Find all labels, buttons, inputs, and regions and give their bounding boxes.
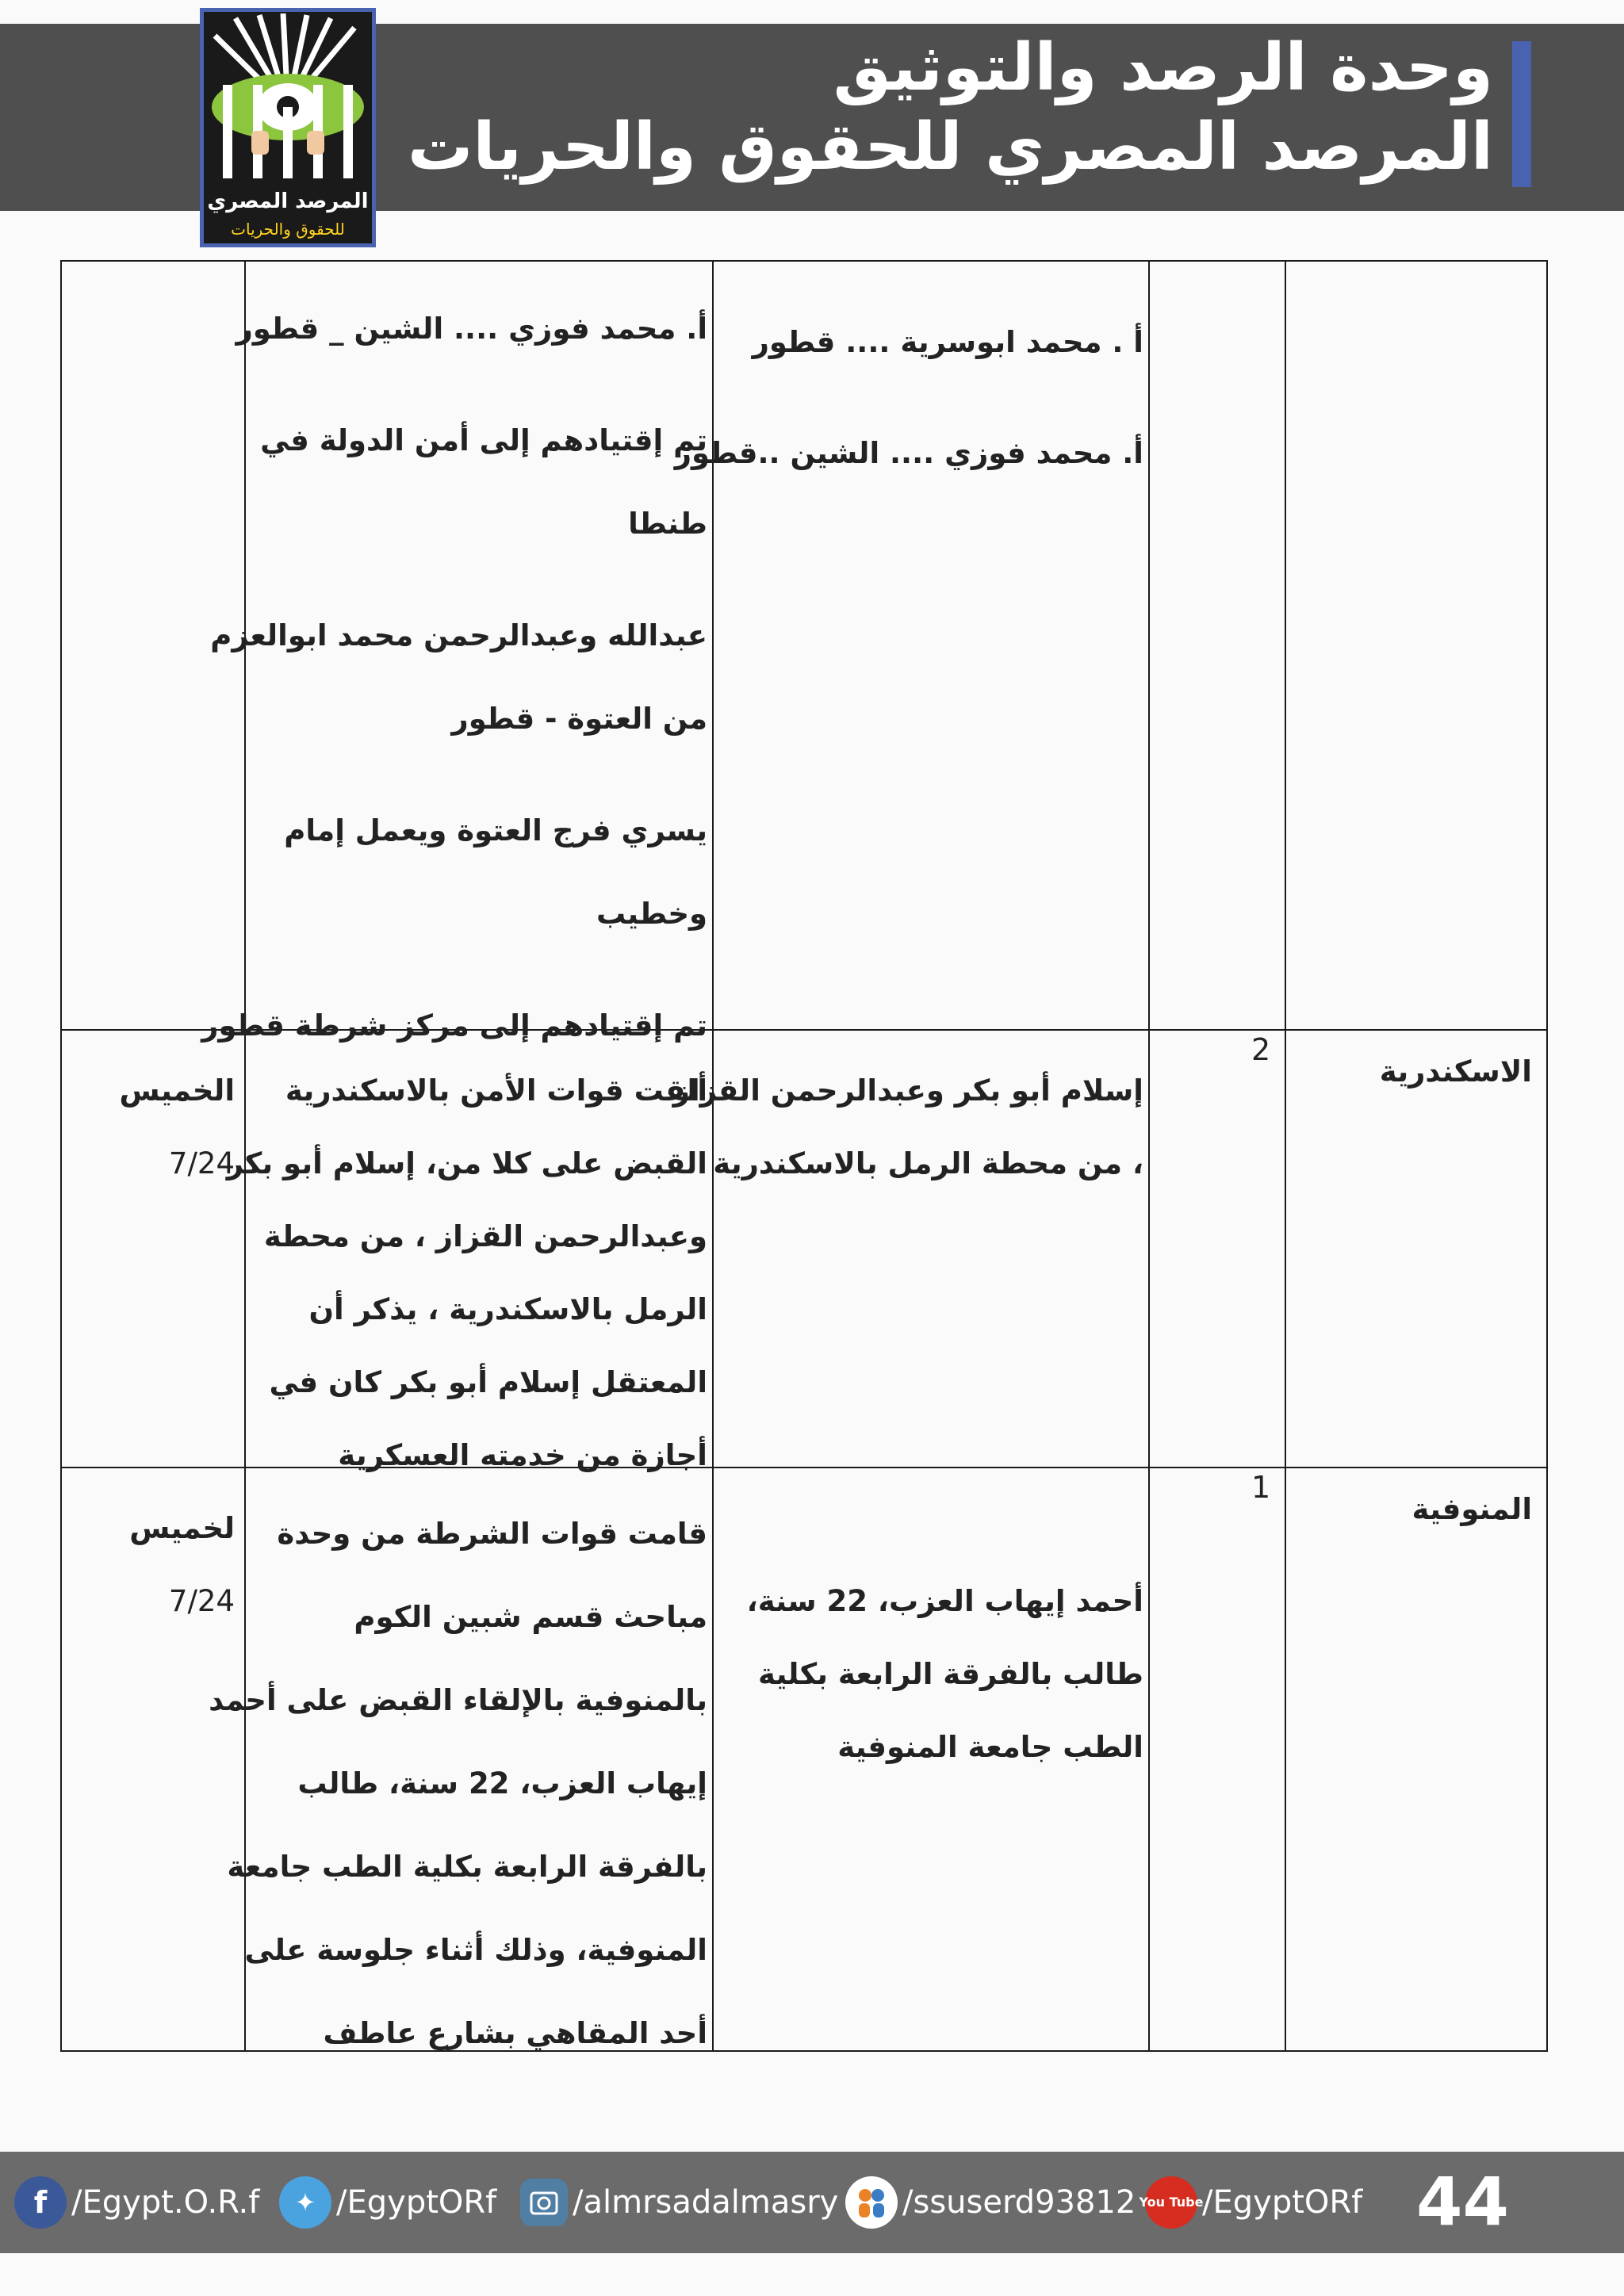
facebook-icon: f (14, 2176, 67, 2229)
name-line: أحمد إيهاب العزب، 22 سنة، (746, 1584, 1143, 1618)
slideshare-handle: /ssuserd93812 (902, 2184, 1136, 2221)
twitter-icon: ✦ (279, 2176, 331, 2229)
instagram-handle: /almrsadalmasry (573, 2184, 839, 2221)
detail-line: من العتوة - قطور (451, 702, 707, 736)
detail-line: إيهاب العزب، 22 سنة، طالب (297, 1766, 707, 1800)
facebook-handle: /Egypt.O.R.f (71, 2184, 260, 2221)
name-line: ، من محطة الرمل بالاسكندرية (713, 1146, 1143, 1181)
detail-line: بالمنوفية بالإلقاء القبض على أحمد (209, 1683, 707, 1717)
instagram-icon (520, 2179, 568, 2226)
governorate-label: الاسكندرية (1379, 1054, 1532, 1089)
detail-line: قامت قوات الشرطة من وحدة (277, 1517, 707, 1551)
detail-line: أجازة من خدمته العسكرية (338, 1438, 707, 1472)
slideshare-icon (845, 2176, 898, 2229)
table-row-2-date (120, 1054, 235, 1200)
header-title-line1: وحدة الرصد والتوثيق (833, 30, 1493, 105)
facebook-link[interactable] (14, 2174, 259, 2231)
detail-line: أ. محمد فوزي .... الشين _ قطور (236, 312, 707, 346)
slideshare-link[interactable] (845, 2174, 1136, 2231)
table-row-3-governorate (1412, 1492, 1532, 1526)
detail-line: المعتقل إسلام أبو بكر كان في (269, 1365, 707, 1399)
detail-line: المنوفية، وذلك أثناء جلوسة على (244, 1933, 707, 1967)
date-value: 7/24 (168, 1146, 235, 1181)
table-row-2-names (673, 1054, 1143, 1200)
instagram-link[interactable] (520, 2174, 838, 2231)
table-row-1-names (675, 287, 1143, 509)
detail-line: وعبدالرحمن القزاز ، من محطة (263, 1219, 707, 1253)
twitter-handle: /EgyptORf (336, 2184, 497, 2221)
table-row-2-count: 2 (1251, 1032, 1271, 1067)
header-title-line2: المرصد المصري للحقوق والحريات (407, 109, 1493, 185)
detail-line: أحد المقاهي بشارع عاطف (323, 2016, 707, 2050)
name-line: أ. محمد فوزي .... الشين ..قطور (674, 436, 1143, 470)
date-value: 7/24 (168, 1584, 235, 1618)
name-line: أ . محمد ابوسرية .... قطور (752, 325, 1143, 359)
detail-line: وخطيب (596, 897, 707, 931)
column-divider (1285, 262, 1286, 2050)
name-line: إسلام أبو بكر وعبدالرحمن القزاز (672, 1073, 1143, 1108)
youtube-link[interactable] (1139, 2174, 1363, 2231)
incidents-table (60, 260, 1548, 2052)
organization-logo (200, 8, 376, 247)
detail-line: عبدالله وعبدالرحمن محمد ابوالعزم (210, 618, 707, 652)
youtube-icon: You Tube (1145, 2176, 1197, 2229)
header-accent-bar (1512, 41, 1531, 187)
table-row-3-count: 1 (1251, 1470, 1271, 1505)
table-row-3-names (747, 1565, 1143, 1784)
table-row-3-date (129, 1492, 235, 1638)
logo-subtitle: للحقوق والحريات (231, 220, 345, 239)
date-day: الخميس (119, 1073, 235, 1108)
detail-line: طنطا (628, 507, 707, 541)
detail-line: تم إقتيادهم إلى مركز شرطة قطور (201, 1008, 707, 1043)
table-row-1-details (201, 287, 707, 1067)
youtube-handle: /EgyptORf (1202, 2184, 1363, 2221)
governorate-label: المنوفية (1411, 1492, 1532, 1526)
table-row-2-governorate (1380, 1054, 1532, 1089)
detail-line: بالفرقة الرابعة بكلية الطب جامعة (227, 1850, 707, 1884)
logo-name: المرصد المصري (207, 189, 369, 213)
detail-line: القبض على كلا من، إسلام أبو بكر (226, 1146, 707, 1181)
detail-line: الرمل بالاسكندرية ، يذكر أن (308, 1292, 707, 1326)
table-row-2-details (227, 1054, 707, 1492)
table-row-3-details (209, 1492, 707, 2075)
page-number: 44 (1416, 2163, 1509, 2241)
twitter-link[interactable] (279, 2174, 496, 2231)
date-day: لخميس (129, 1511, 235, 1545)
name-line: طالب بالفرقة الرابعة بكلية (758, 1657, 1143, 1691)
column-divider (1148, 262, 1150, 2050)
detail-line: مباحث قسم شبين الكوم (354, 1600, 707, 1634)
detail-line: ألقت قوات الأمن بالاسكندرية (285, 1073, 707, 1108)
name-line: الطب جامعة المنوفية (837, 1730, 1143, 1764)
detail-line: يسري فرج العتوة ويعمل إمام (284, 813, 707, 848)
detail-line: تم إقتيادهم إلى أمن الدولة في (260, 423, 707, 457)
